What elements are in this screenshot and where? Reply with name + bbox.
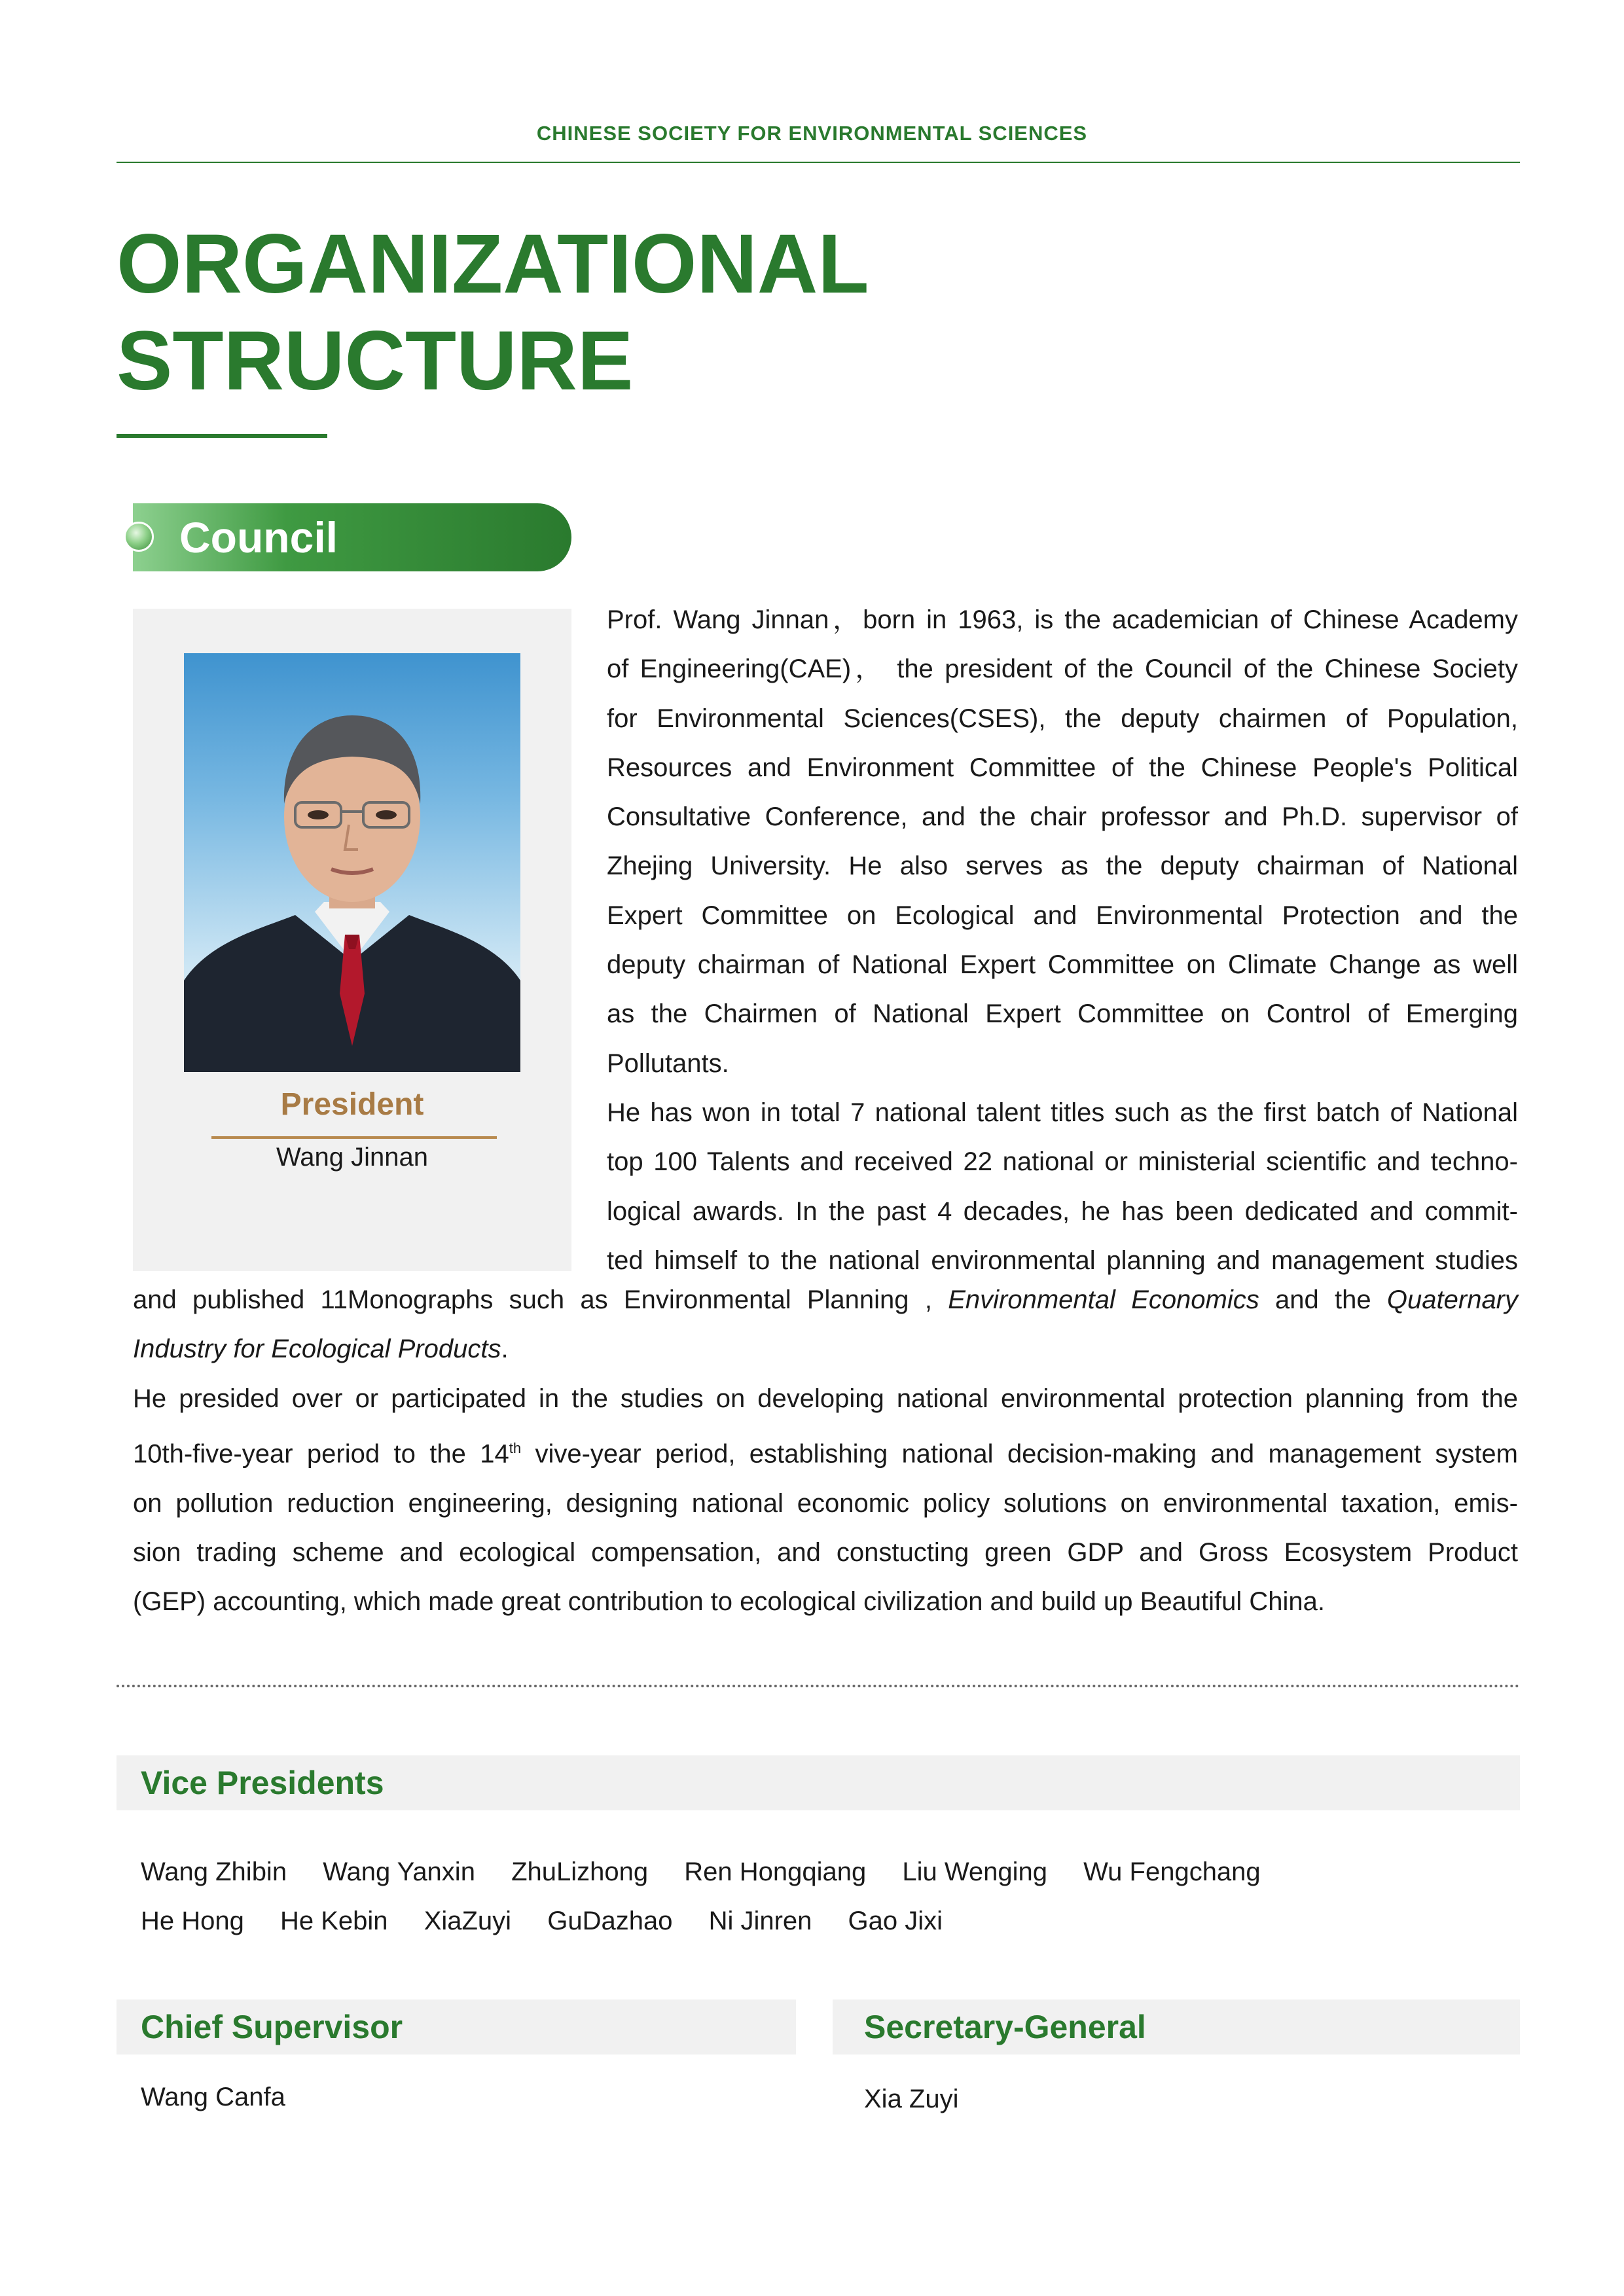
bio-line: ted himself to the national environmental planning and management studies xyxy=(607,1246,1518,1275)
book-title: Industry for Ecological Products xyxy=(133,1335,501,1364)
vice-president-name: Ni Jinren xyxy=(708,1907,812,1935)
vice-president-name: GuDazhao xyxy=(547,1907,673,1935)
vice-presidents-row-1 xyxy=(141,1848,1290,1897)
vice-president-name: Ren Hongqiang xyxy=(684,1857,867,1886)
vice-president-name: Gao Jixi xyxy=(848,1907,943,1935)
page-title-line1: ORGANIZATIONAL xyxy=(117,217,869,311)
bio-line: He has won in total 7 national talent titles such as the first batch of National xyxy=(607,1098,1518,1127)
running-header: CHINESE SOCIETY FOR ENVIRONMENTAL SCIENCES xyxy=(536,122,1088,145)
book-title: Quaternary xyxy=(1386,1285,1519,1314)
page-title xyxy=(117,216,1164,410)
president-portrait xyxy=(184,653,520,1072)
bullet-dot-icon xyxy=(124,522,154,552)
bio-line: Consultative Conference, and the chair professor and Ph.D. supervisor of xyxy=(607,802,1518,832)
council-section-title: Council xyxy=(179,513,338,562)
vice-president-name: Wang Zhibin xyxy=(141,1857,287,1886)
bio-line: deputy chairman of National Expert Committee on Climate Change as well xyxy=(607,950,1518,980)
vice-president-name: He Kebin xyxy=(280,1907,388,1935)
bio-line: Prof. Wang Jinnan，born in 1963, is the academician of Chinese Academy xyxy=(607,605,1518,634)
vice-presidents-row-2 xyxy=(141,1897,971,1946)
book-title: Environmental Economics xyxy=(948,1285,1259,1314)
vice-president-name: Wang Yanxin xyxy=(323,1857,475,1886)
chief-supervisor-name: Wang Canfa xyxy=(141,2083,285,2111)
secretary-general-title: Secretary-General xyxy=(864,2009,1146,2045)
bio-line xyxy=(133,1325,1518,1374)
bio-line: of Engineering(CAE)， the president of the Council of the Chinese Society xyxy=(607,655,1518,684)
bio-line: Resources and Environment Committee of the Chinese People's Political xyxy=(607,753,1518,782)
bio-line: He presided over or participated in the studies on developing national environmental protection planning from the xyxy=(133,1384,1518,1413)
header-rule xyxy=(117,162,1520,163)
bio-line xyxy=(133,1424,1518,1479)
vice-president-name: ZhuLizhong xyxy=(511,1857,649,1886)
bio-line: (GEP) accounting, which made great contribution to ecological civilization and build up Beautiful China. xyxy=(133,1587,1326,1617)
vice-president-name: He Hong xyxy=(141,1907,244,1935)
bio-line: top 100 Talents and received 22 national or ministerial scientific and techno- xyxy=(607,1147,1518,1177)
president-role-label: President xyxy=(280,1087,424,1122)
bio-text: vive-year period, establishing national decision-making and management system xyxy=(521,1439,1519,1469)
bio-text: and published 11Monographs such as Environmental Planning , xyxy=(133,1285,948,1314)
page-title-line2: STRUCTURE xyxy=(117,314,634,408)
bio-line: for Environmental Sciences(CSES), the deputy chairmen of Population, xyxy=(607,704,1518,733)
dotted-separator xyxy=(117,1685,1520,1687)
bio-text: and the xyxy=(1259,1285,1387,1314)
bio-line: on pollution reduction engineering, designing national economic policy solutions on environmental taxation, emis- xyxy=(133,1488,1518,1518)
bio-text: . xyxy=(501,1335,509,1364)
bio-line: Zhejing University. He also serves as the deputy chairman of National xyxy=(607,852,1518,881)
vice-president-name: Wu Fengchang xyxy=(1083,1857,1261,1886)
bio-line: as the Chairmen of National Expert Committee on Control of Emerging xyxy=(607,999,1518,1029)
president-bio-narrow xyxy=(607,596,1518,1285)
vice-president-name: Liu Wenging xyxy=(902,1857,1047,1886)
bio-line: Expert Committee on Ecological and Environmental Protection and the xyxy=(607,901,1518,930)
role-rule xyxy=(211,1136,497,1139)
secretary-general-name: Xia Zuyi xyxy=(864,2085,959,2113)
vice-president-name: XiaZuyi xyxy=(424,1907,512,1935)
bio-line xyxy=(133,1276,1518,1325)
president-bio-wide xyxy=(133,1276,1518,1626)
vice-presidents-title: Vice Presidents xyxy=(141,1765,384,1801)
bio-text: 10th-five-year period to the 14 xyxy=(133,1439,509,1469)
chief-supervisor-title: Chief Supervisor xyxy=(141,2009,403,2045)
bio-line: sion trading scheme and ecological compensation, and constucting green GDP and Gross Ecosystem Product xyxy=(133,1537,1518,1567)
title-underline xyxy=(117,434,327,438)
bio-line: logical awards. In the past 4 decades, he has been dedicated and commit- xyxy=(607,1196,1518,1226)
superscript: th xyxy=(509,1439,522,1456)
bio-line: Pollutants. xyxy=(607,1049,729,1078)
president-name: Wang Jinnan xyxy=(276,1143,428,1172)
portrait-illustration xyxy=(184,653,520,1072)
